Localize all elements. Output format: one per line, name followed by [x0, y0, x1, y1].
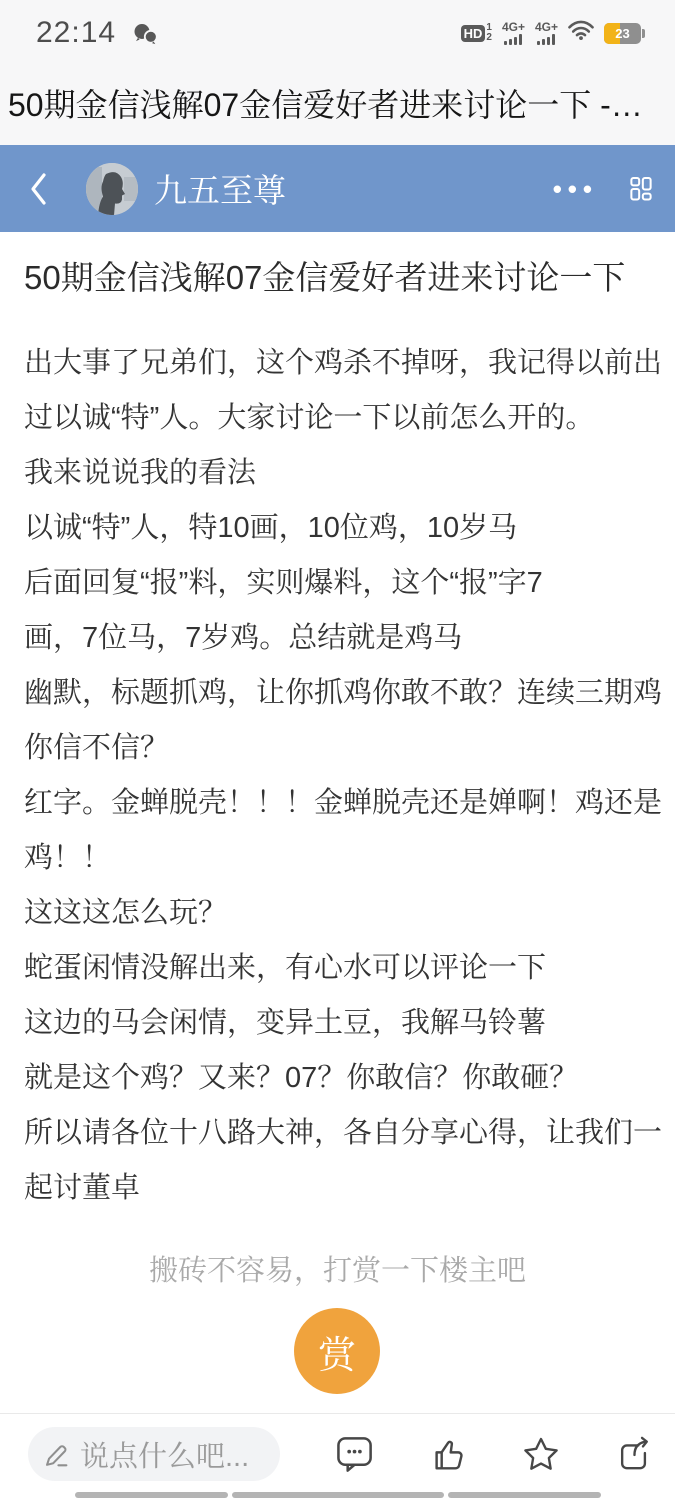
- signal-4g-icon-sim2: 4G+: [535, 22, 558, 45]
- post-line: 蛇蛋闲情没解出来，有心水可以评论一下: [24, 952, 547, 984]
- post-line: 画，7位马，7岁鸡。总结就是鸡马: [24, 622, 463, 654]
- post-title: 50期金信浅解07金信爱好者进来讨论一下: [24, 259, 626, 296]
- post-line: 后面回复“报”料，实则爆料，这个“报”字7: [24, 567, 543, 599]
- gesture-bar: [75, 1492, 228, 1498]
- post-line: 以诚“特”人，特10画，10位鸡，10岁马: [24, 512, 518, 544]
- post-line: 这边的马会闲情，变异土豆，我解马铃薯: [24, 1007, 547, 1039]
- post-line: 我来说说我的看法: [24, 457, 257, 489]
- reward-button[interactable]: 赏: [294, 1308, 380, 1394]
- comments-button[interactable]: [334, 1432, 376, 1476]
- comment-placeholder: 说点什么吧...: [80, 1440, 250, 1473]
- share-icon: [616, 1435, 652, 1473]
- post-line: 鸡！！: [24, 842, 112, 874]
- star-icon: [522, 1436, 560, 1472]
- chevron-left-icon: [30, 172, 47, 206]
- signal-4g-icon-sim1: 4G+: [502, 22, 525, 45]
- more-options-button[interactable]: •••: [552, 173, 598, 204]
- gesture-bar: [448, 1492, 601, 1498]
- like-button[interactable]: [427, 1432, 469, 1476]
- reward-tip: 搬砖不容易，打赏一下楼主吧: [148, 1255, 526, 1287]
- post-line: 所以请各位十八路大神，各自分享心得，让我们一: [24, 1117, 663, 1149]
- wechat-notification-icon: [132, 22, 158, 45]
- grid-icon: [630, 176, 652, 202]
- post-line: 红字。金蝉脱壳！！！金蝉脱壳还是婵啊！鸡还是: [24, 787, 663, 819]
- page-title: 50期金信浅解07金信爱好者进来讨论一下 -…: [8, 86, 643, 123]
- post-line: 就是这个鸡？又来？07？你敢信？你敢砸？: [24, 1062, 579, 1094]
- comment-bubble-icon: [336, 1435, 375, 1474]
- user-avatar[interactable]: [86, 163, 138, 215]
- hd-volte-icon: HD 1 2: [461, 23, 492, 43]
- post-line: 起讨董卓: [24, 1172, 141, 1204]
- post-line: 这这这怎么玩？: [24, 897, 228, 929]
- post-line: 幽默，标题抓鸡，让你抓鸡你敢不敢？连续三期鸡: [24, 677, 663, 709]
- browser-title-bar: [0, 60, 675, 145]
- share-button[interactable]: [613, 1432, 655, 1476]
- favorite-button[interactable]: [520, 1432, 562, 1476]
- post-body: [24, 336, 663, 1216]
- back-button[interactable]: [30, 172, 60, 206]
- thumbs-up-icon: [430, 1436, 467, 1473]
- post-line: 出大事了兄弟们，这个鸡杀不掉呀，我记得以前出: [24, 347, 663, 379]
- username-text[interactable]: 九五至尊: [154, 172, 286, 209]
- post-line: 过以诚“特”人。大家讨论一下以前怎么开的。: [24, 402, 595, 434]
- multi-window-button[interactable]: [630, 176, 652, 202]
- battery-percent: 23: [615, 25, 630, 41]
- clock-text: 22:14: [36, 16, 117, 49]
- post-line: 你信不信？: [24, 732, 170, 764]
- app-bar: [0, 145, 675, 232]
- bottom-bar: [0, 1414, 675, 1500]
- pencil-icon: [42, 1440, 72, 1469]
- status-bar: [0, 0, 675, 60]
- wifi-icon: [568, 20, 594, 46]
- battery-icon: [604, 23, 645, 44]
- comment-input[interactable]: [28, 1427, 280, 1481]
- gesture-bar: [232, 1492, 444, 1498]
